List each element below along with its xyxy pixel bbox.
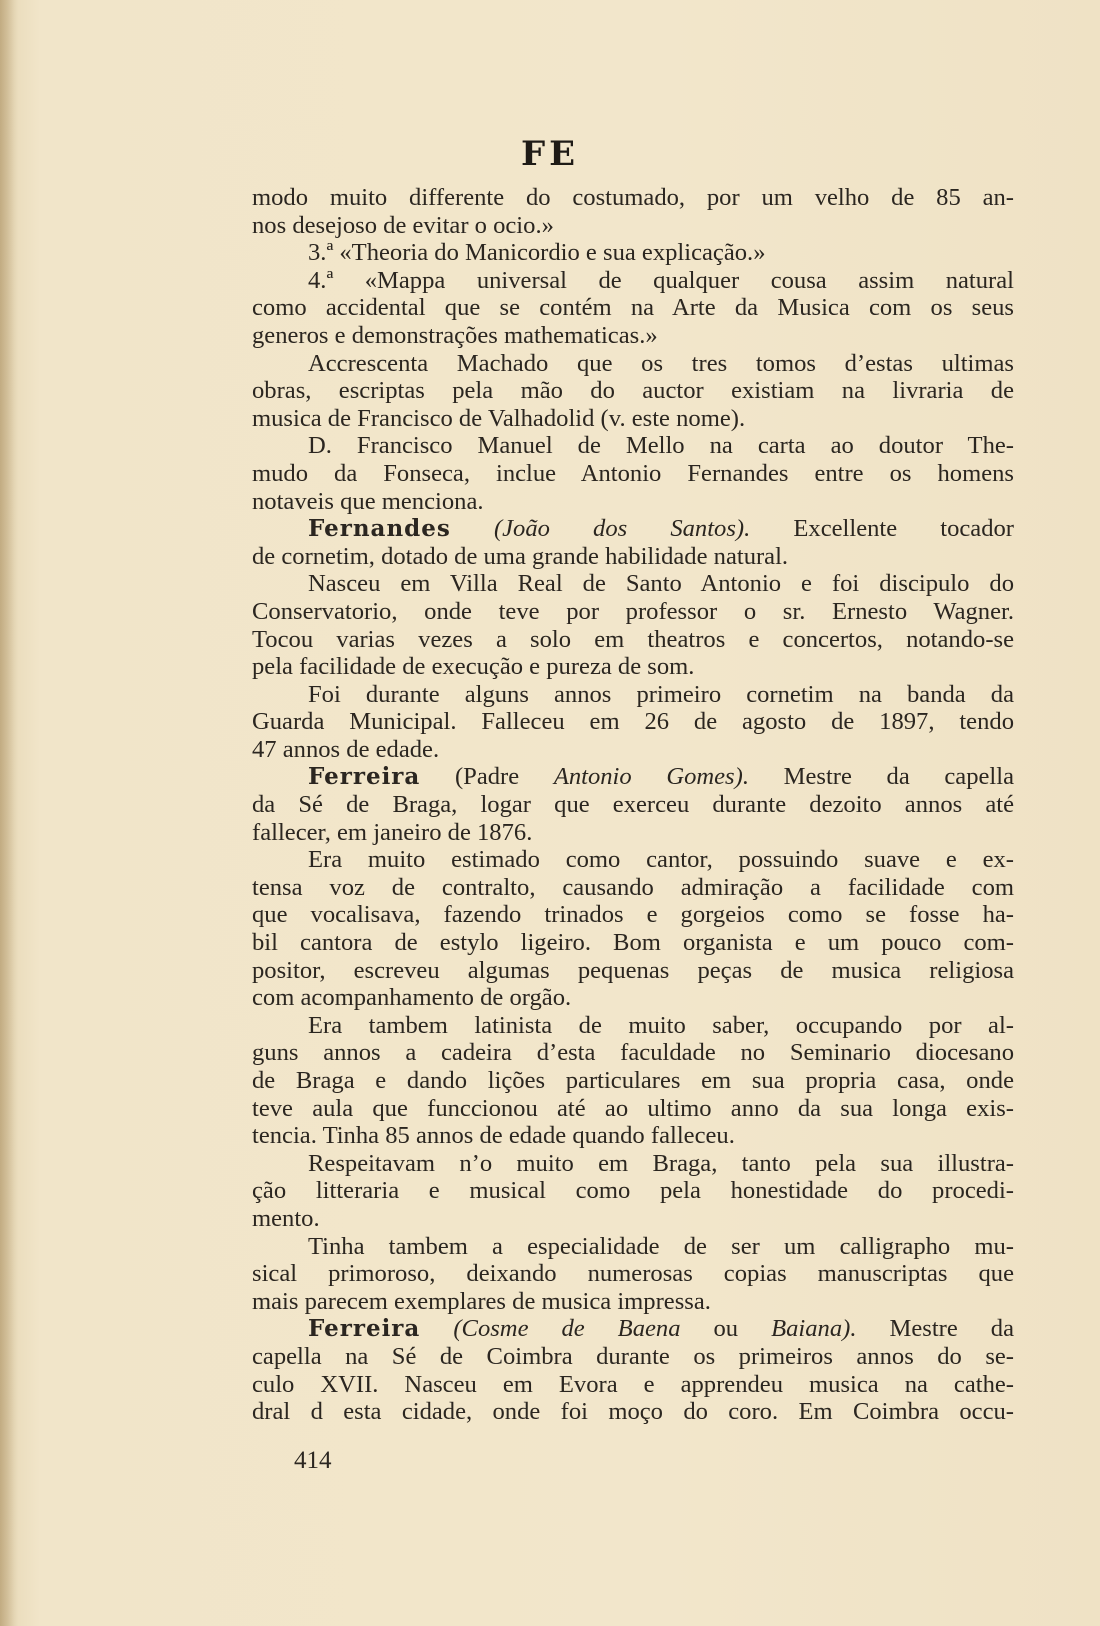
italic-text: (Cosme de Baena bbox=[453, 1315, 681, 1343]
text-run: mais parecem exemplares de musica impressa. bbox=[252, 1287, 711, 1315]
text-line bbox=[252, 819, 1014, 847]
text-run: modo muito differente do costumado, por um velho de 85 an- bbox=[252, 184, 1014, 211]
text-line bbox=[252, 1095, 1014, 1123]
text-run: guns annos a cadeira d’esta faculdade no Seminario diocesano bbox=[252, 1039, 1014, 1067]
text-line bbox=[252, 874, 1014, 902]
text-line bbox=[252, 736, 1014, 764]
text-run: obras, escriptas pela mão do auctor existiam na livraria de bbox=[252, 377, 1014, 405]
entry-headword: Ferreira bbox=[308, 763, 421, 791]
body-text bbox=[252, 184, 1014, 1426]
text-line bbox=[252, 184, 1014, 212]
text-run: D. Francisco Manuel de Mello na carta ao doutor The- bbox=[308, 432, 1014, 460]
text-line bbox=[252, 1288, 1014, 1316]
text-line bbox=[252, 1398, 1014, 1426]
text-run: teve aula que funccionou até ao ultimo anno da sua longa exis- bbox=[252, 1094, 1014, 1122]
text-line bbox=[252, 1233, 1014, 1261]
text-run: pela facilidade de execução e pureza de som. bbox=[252, 653, 695, 681]
text-line bbox=[252, 791, 1014, 819]
text-run: positor, escreveu algumas pequenas peças de musica religiosa bbox=[252, 956, 1014, 984]
text-line bbox=[252, 1371, 1014, 1399]
text-line bbox=[252, 763, 1014, 791]
text-line bbox=[252, 322, 1014, 350]
text-line bbox=[252, 1012, 1014, 1040]
text-line bbox=[252, 267, 1014, 295]
text-line bbox=[252, 377, 1014, 405]
text-run: fallecer, em janeiro de 1876. bbox=[252, 818, 533, 846]
entry-headword: Ferreira bbox=[308, 1315, 421, 1343]
text-line bbox=[252, 1177, 1014, 1205]
text-line bbox=[252, 543, 1014, 571]
text-run: de Braga e dando lições particulares em sua propria casa, onde bbox=[252, 1067, 1014, 1094]
text-run: que vocalisava, fazendo trinados e gorgeios como se fosse ha- bbox=[252, 901, 1014, 929]
text-line bbox=[252, 984, 1014, 1012]
text-line bbox=[252, 653, 1014, 681]
text-run: dral d esta cidade, onde foi moço do coro. Em Coimbra occu- bbox=[252, 1398, 1014, 1426]
text-run: Mestre da capella bbox=[748, 763, 1015, 791]
text-run: Nasceu em Villa Real de Santo Antonio e foi discipulo do bbox=[308, 570, 1014, 598]
text-run: nos desejoso de evitar o ocio.» bbox=[252, 211, 554, 239]
text-run: notaveis que menciona. bbox=[252, 487, 484, 515]
text-line bbox=[252, 1150, 1014, 1178]
text-run bbox=[451, 515, 494, 542]
text-line bbox=[252, 846, 1014, 874]
text-line bbox=[252, 598, 1014, 626]
page-gutter-shadow bbox=[0, 0, 18, 1626]
text-run: com acompanhamento de orgão. bbox=[252, 984, 572, 1012]
text-run: Excellente tocador bbox=[750, 515, 1014, 543]
text-line bbox=[252, 570, 1014, 598]
italic-text: Baiana). bbox=[771, 1315, 857, 1343]
text-run: tensa voz de contralto, causando admiração a facilidade com bbox=[252, 873, 1014, 901]
running-head: FE bbox=[520, 134, 580, 174]
text-run: capella na Sé de Coimbra durante os primeiros annos do se- bbox=[252, 1342, 1014, 1370]
text-run: bil cantora de estylo ligeiro. Bom organista e um pouco com- bbox=[252, 929, 1014, 957]
text-run: ou bbox=[680, 1315, 772, 1343]
text-line bbox=[252, 1315, 1014, 1343]
text-line bbox=[252, 1260, 1014, 1288]
text-run: da Sé de Braga, logar que exerceu durante dezoito annos até bbox=[252, 791, 1014, 819]
text-run: 3.ª «Theoria do Manicordio e sua explicação.» bbox=[308, 239, 766, 267]
text-line bbox=[252, 1039, 1014, 1067]
text-run: Tocou varias vezes a solo em theatros e concertos, notando-se bbox=[252, 625, 1014, 653]
text-line bbox=[252, 708, 1014, 736]
text-line bbox=[252, 239, 1014, 267]
text-line bbox=[252, 460, 1014, 488]
text-run: sical primoroso, deixando numerosas copias manuscriptas que bbox=[252, 1260, 1014, 1288]
text-run: musica de Francisco de Valhadolid (v. este nome). bbox=[252, 404, 746, 432]
text-run bbox=[420, 1315, 453, 1342]
text-run: mudo da Fonseca, inclue Antonio Fernandes entre os homens bbox=[252, 459, 1014, 487]
text-line bbox=[252, 626, 1014, 654]
text-run: mento. bbox=[252, 1204, 320, 1232]
text-run: Era muito estimado como cantor, possuindo suave e ex- bbox=[308, 846, 1014, 874]
text-run: Foi durante alguns annos primeiro cornetim na banda da bbox=[308, 680, 1014, 708]
text-run: 4.ª «Mappa universal de qualquer cousa assim natural bbox=[308, 266, 1014, 294]
text-run: 47 annos de edade. bbox=[252, 735, 440, 763]
entry-headword: Fernandes bbox=[308, 515, 451, 543]
text-run: Mestre da bbox=[856, 1315, 1014, 1343]
text-run: Tinha tambem a especialidade de ser um calligrapho mu- bbox=[308, 1232, 1014, 1260]
text-run: tencia. Tinha 85 annos de edade quando falleceu. bbox=[252, 1122, 735, 1150]
text-run: Conservatorio, onde teve por professor o sr. Ernesto Wagner. bbox=[252, 597, 1014, 625]
text-run: Era tambem latinista de muito saber, occupando por al- bbox=[308, 1011, 1014, 1039]
text-line bbox=[252, 515, 1014, 543]
text-line bbox=[252, 488, 1014, 516]
text-line bbox=[252, 350, 1014, 378]
text-line bbox=[252, 432, 1014, 460]
text-run: (Padre bbox=[420, 763, 554, 791]
text-line bbox=[252, 1205, 1014, 1233]
text-line bbox=[252, 405, 1014, 433]
italic-text: Antonio Gomes). bbox=[553, 763, 749, 791]
text-run: culo XVII. Nasceu em Evora e apprendeu musica na cathe- bbox=[252, 1370, 1014, 1398]
text-run: ção litteraria e musical como pela honestidade do procedi- bbox=[252, 1177, 1014, 1205]
text-line bbox=[252, 681, 1014, 709]
text-run: generos e demonstrações mathematicas.» bbox=[252, 321, 658, 349]
text-run: Accrescenta Machado que os tres tomos d’estas ultimas bbox=[308, 349, 1014, 377]
page-number: 414 bbox=[294, 1447, 332, 1474]
text-run: de cornetim, dotado de uma grande habilidade natural. bbox=[252, 542, 789, 570]
text-line bbox=[252, 1067, 1014, 1095]
text-line bbox=[252, 901, 1014, 929]
italic-text: (João dos Santos). bbox=[493, 515, 751, 543]
text-run: Guarda Municipal. Falleceu em 26 de agosto de 1897, tendo bbox=[252, 708, 1014, 736]
text-line bbox=[252, 294, 1014, 322]
text-run: Respeitavam n’o muito em Braga, tanto pela sua illustra- bbox=[308, 1149, 1014, 1177]
text-line bbox=[252, 1122, 1014, 1150]
text-run: como accidental que se contém na Arte da Musica com os seus bbox=[252, 294, 1014, 322]
text-line bbox=[252, 1343, 1014, 1371]
text-line bbox=[252, 212, 1014, 240]
text-line bbox=[252, 957, 1014, 985]
text-line bbox=[252, 929, 1014, 957]
